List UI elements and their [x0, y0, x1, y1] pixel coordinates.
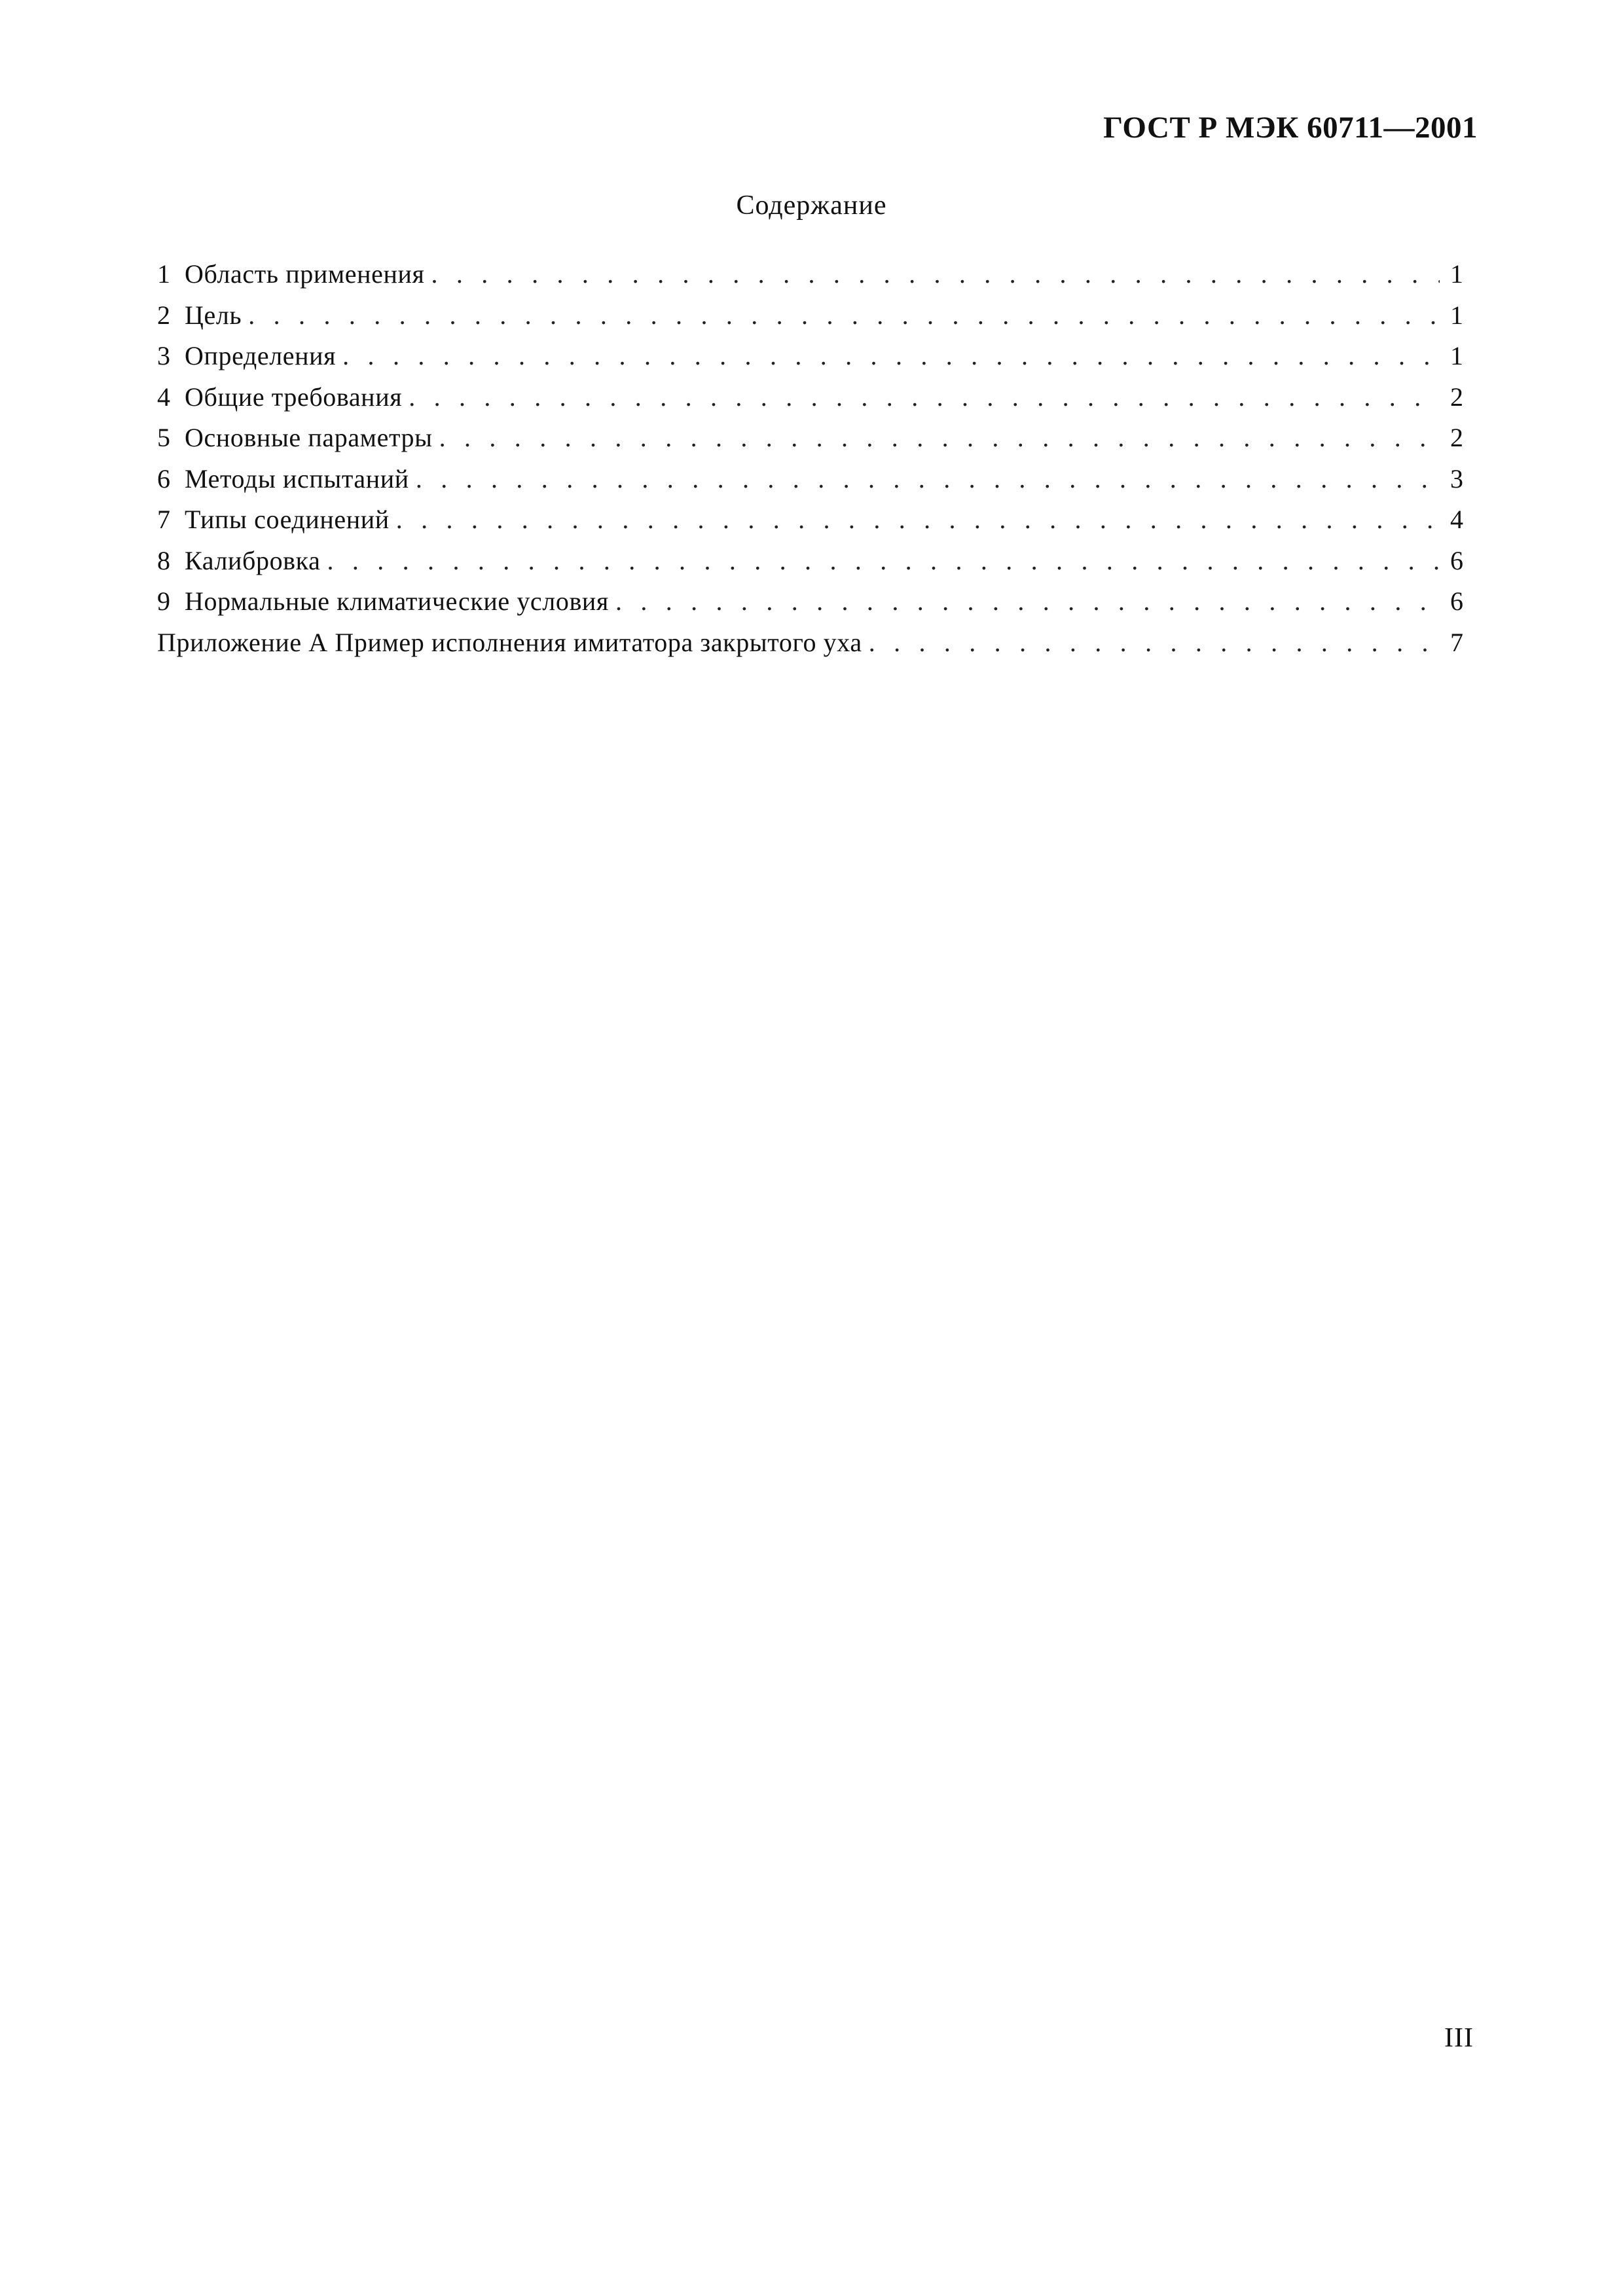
toc-entry-test-methods[interactable] [157, 459, 1463, 500]
toc-entry-number: 1 [157, 259, 170, 289]
toc-entry-page: 7 [1450, 627, 1463, 657]
toc-dot-leader [342, 336, 1440, 377]
toc-entry-label: Определения [185, 341, 337, 370]
toc-entry-number: 4 [157, 382, 170, 412]
table-of-contents [157, 254, 1463, 663]
toc-entry-page: 3 [1450, 463, 1463, 493]
toc-entry-page: 2 [1450, 382, 1463, 412]
toc-entry-definitions[interactable] [157, 336, 1463, 377]
toc-entry-appendix-a[interactable] [157, 622, 1463, 664]
toc-dot-leader [869, 622, 1440, 664]
toc-entry-label: Калибровка [185, 545, 321, 575]
toc-dot-leader [416, 459, 1440, 500]
toc-entry-page: 4 [1450, 505, 1463, 534]
standard-code-header: ГОСТ Р МЭК 60711—2001 [1103, 111, 1478, 145]
toc-entry-label: Приложение А Пример исполнения имитатора закрытого уха [157, 627, 862, 657]
toc-entry-main-parameters[interactable] [157, 418, 1463, 459]
toc-entry-label: Общие требования [185, 382, 403, 412]
toc-entry-connection-types[interactable] [157, 499, 1463, 541]
toc-dot-leader [409, 377, 1440, 418]
toc-dot-leader [396, 499, 1440, 541]
toc-entry-page: 1 [1450, 300, 1463, 330]
toc-entry-page: 1 [1450, 259, 1463, 289]
toc-dot-leader [248, 295, 1440, 336]
toc-entry-label: Основные параметры [185, 423, 433, 452]
toc-entry-number: 2 [157, 300, 170, 330]
toc-entry-label: Типы соединений [185, 505, 390, 534]
toc-entry-general-requirements[interactable] [157, 377, 1463, 418]
toc-dot-leader [439, 418, 1440, 459]
toc-entry-scope[interactable] [157, 254, 1463, 295]
toc-entry-label: Нормальные климатические условия [185, 586, 609, 616]
toc-dot-leader [431, 254, 1440, 295]
toc-entry-number: 5 [157, 423, 170, 452]
toc-entry-label: Методы испытаний [185, 463, 409, 493]
toc-entry-number: 8 [157, 545, 170, 575]
toc-title: Содержание [736, 190, 887, 221]
toc-entry-calibration[interactable] [157, 541, 1463, 582]
toc-entry-label: Область применения [185, 259, 425, 289]
toc-entry-label: Цель [185, 300, 242, 330]
toc-entry-page: 2 [1450, 423, 1463, 452]
toc-entry-purpose[interactable] [157, 295, 1463, 336]
toc-dot-leader [615, 581, 1440, 622]
toc-entry-climatic-conditions[interactable] [157, 581, 1463, 622]
toc-entry-number: 9 [157, 586, 170, 616]
toc-entry-page: 1 [1450, 341, 1463, 370]
toc-entry-number: 3 [157, 341, 170, 370]
toc-entry-number: 6 [157, 463, 170, 493]
toc-entry-page: 6 [1450, 586, 1463, 616]
toc-entry-page: 6 [1450, 545, 1463, 575]
toc-entry-number: 7 [157, 505, 170, 534]
toc-dot-leader [327, 541, 1440, 582]
page-number: III [1444, 2023, 1474, 2053]
